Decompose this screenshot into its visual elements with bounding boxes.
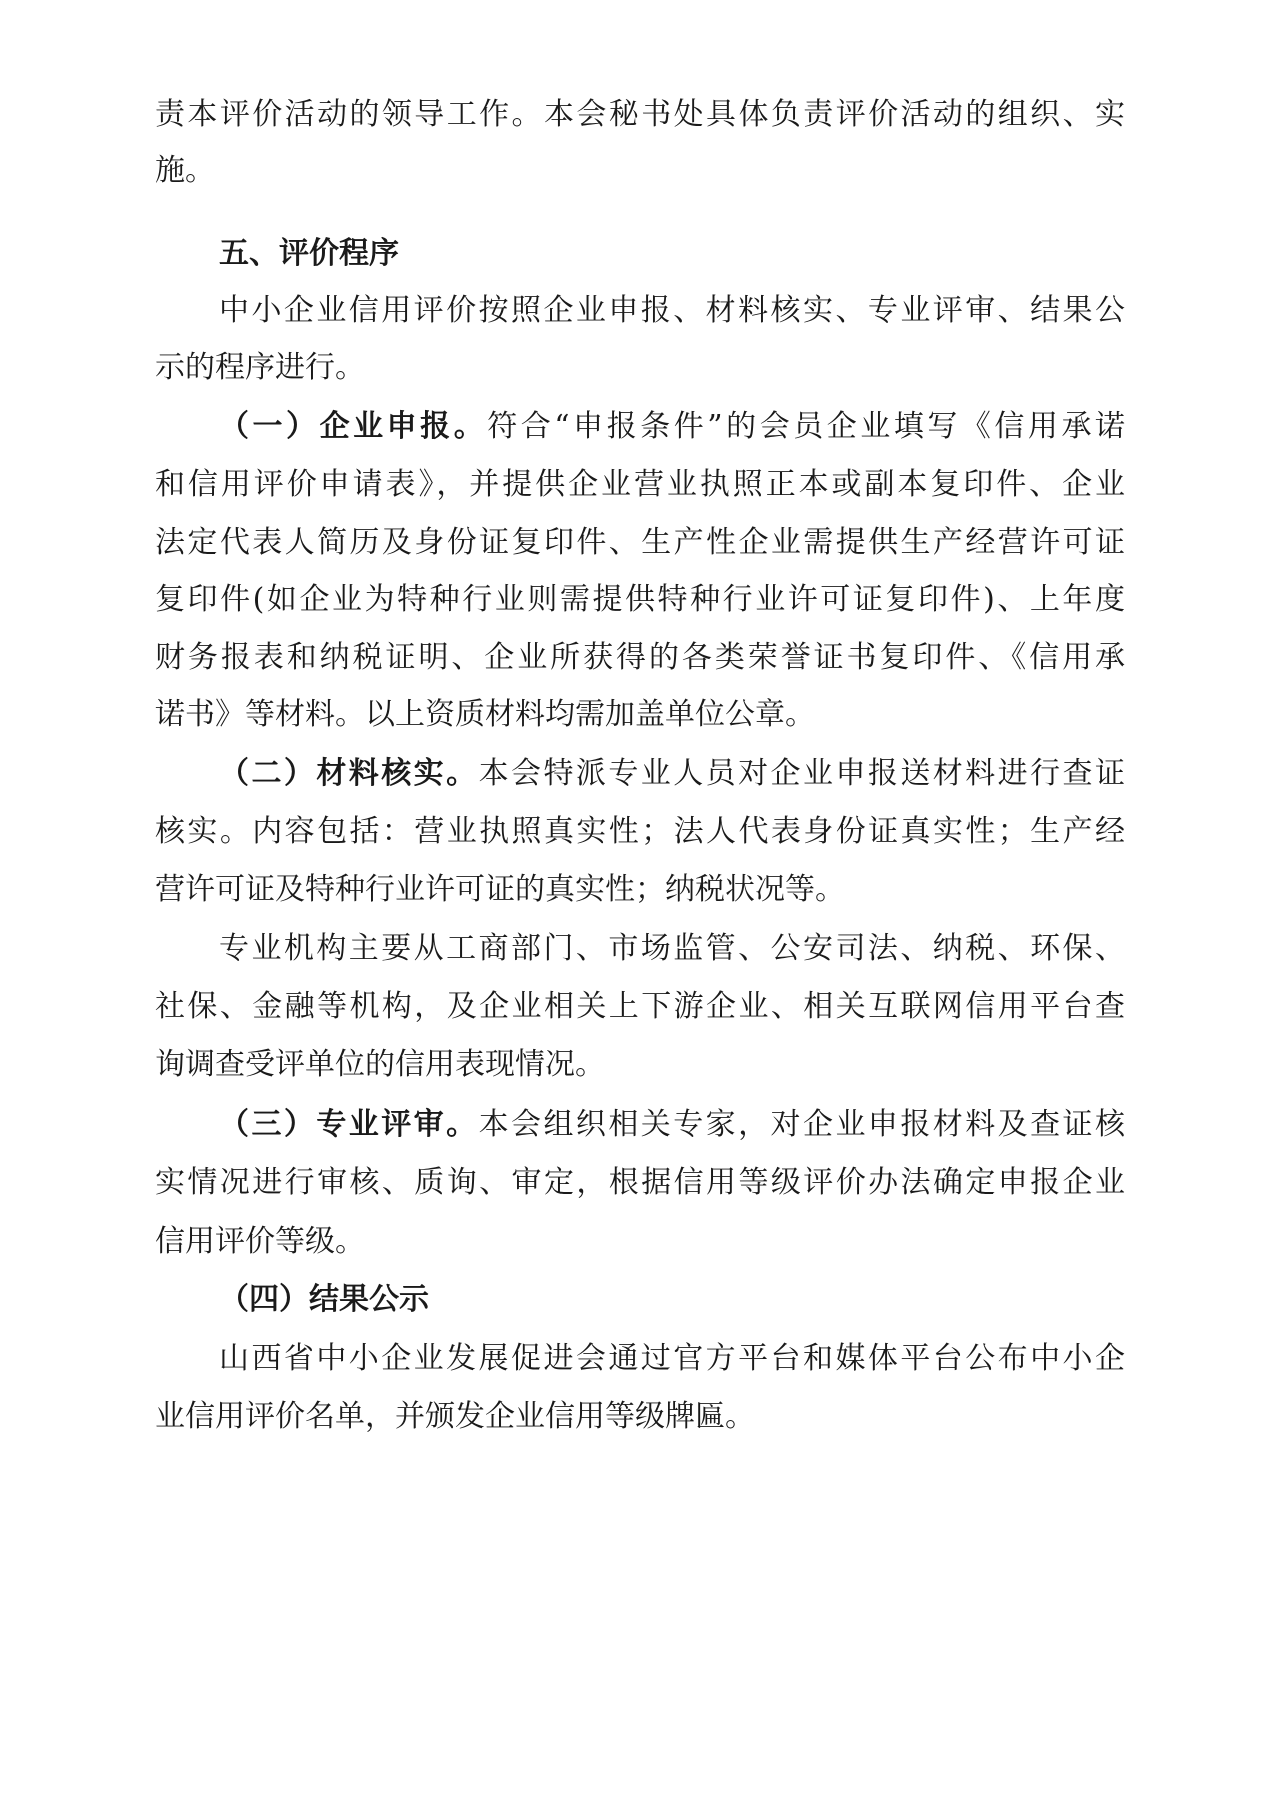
step1-line-3: 法定代表人简历及身份证复印件、生产性企业需提供生产经营许可证	[155, 525, 1125, 560]
step2-line-1: 本会特派专业人员对企业申报送材料进行查证	[478, 756, 1126, 791]
step1-line-4: 复印件(如企业为特种行业则需提供特种行业许可证复印件)、上年度	[155, 582, 1125, 617]
step1-line-5: 财务报表和纳税证明、企业所获得的各类荣誉证书复印件、《信用承	[155, 640, 1125, 675]
step4-heading: （四）结果公示	[219, 1282, 429, 1317]
overview-line-1: 中小企业信用评价按照企业申报、材料核实、专业评审、结果公	[219, 293, 1125, 328]
step3-paragraph-first-line	[155, 1105, 1125, 1145]
step2-heading: （二）材料核实。	[219, 756, 479, 791]
step1-line-1: 符合“申报条件”的会员企业填写《信用承诺	[487, 409, 1125, 444]
step1-heading: （一）企业申报。	[219, 409, 488, 444]
step1-paragraph-first-line	[155, 407, 1125, 447]
step3-heading: （三）专业评审。	[219, 1107, 479, 1142]
step3-line-3: 信用评价等级。	[155, 1224, 365, 1259]
intro-line-1: 责本评价活动的领导工作。本会秘书处具体负责评价活动的组织、实	[155, 97, 1125, 132]
step1-line-2: 和信用评价申请表》，并提供企业营业执照正本或副本复印件、企业	[155, 467, 1125, 502]
step3-line-1: 本会组织相关专家，对企业申报材料及查证核	[478, 1107, 1126, 1142]
step4-line-1: 山西省中小企业发展促进会通过官方平台和媒体平台公布中小企	[219, 1341, 1125, 1376]
step3-line-2: 实情况进行审核、质询、审定，根据信用等级评价办法确定申报企业	[155, 1165, 1125, 1200]
overview-line-2: 示的程序进行。	[155, 350, 365, 385]
step1-line-6: 诺书》等材料。以上资质材料均需加盖单位公章。	[155, 697, 815, 732]
step2-extra-line-1: 专业机构主要从工商部门、市场监管、公安司法、纳税、环保、	[219, 931, 1125, 966]
step4-line-2: 业信用评价名单，并颁发企业信用等级牌匾。	[155, 1399, 755, 1434]
step2-line-2: 核实。内容包括：营业执照真实性；法人代表身份证真实性；生产经	[155, 814, 1125, 849]
step2-extra-line-2: 社保、金融等机构，及企业相关上下游企业、相关互联网信用平台查	[155, 989, 1125, 1024]
intro-line-2: 施。	[155, 153, 215, 188]
step2-paragraph-first-line	[155, 754, 1125, 794]
step2-line-3: 营许可证及特种行业许可证的真实性；纳税状况等。	[155, 872, 845, 907]
step2-extra-line-3: 询调查受评单位的信用表现情况。	[155, 1047, 605, 1082]
section-heading: 五、评价程序	[219, 236, 399, 271]
